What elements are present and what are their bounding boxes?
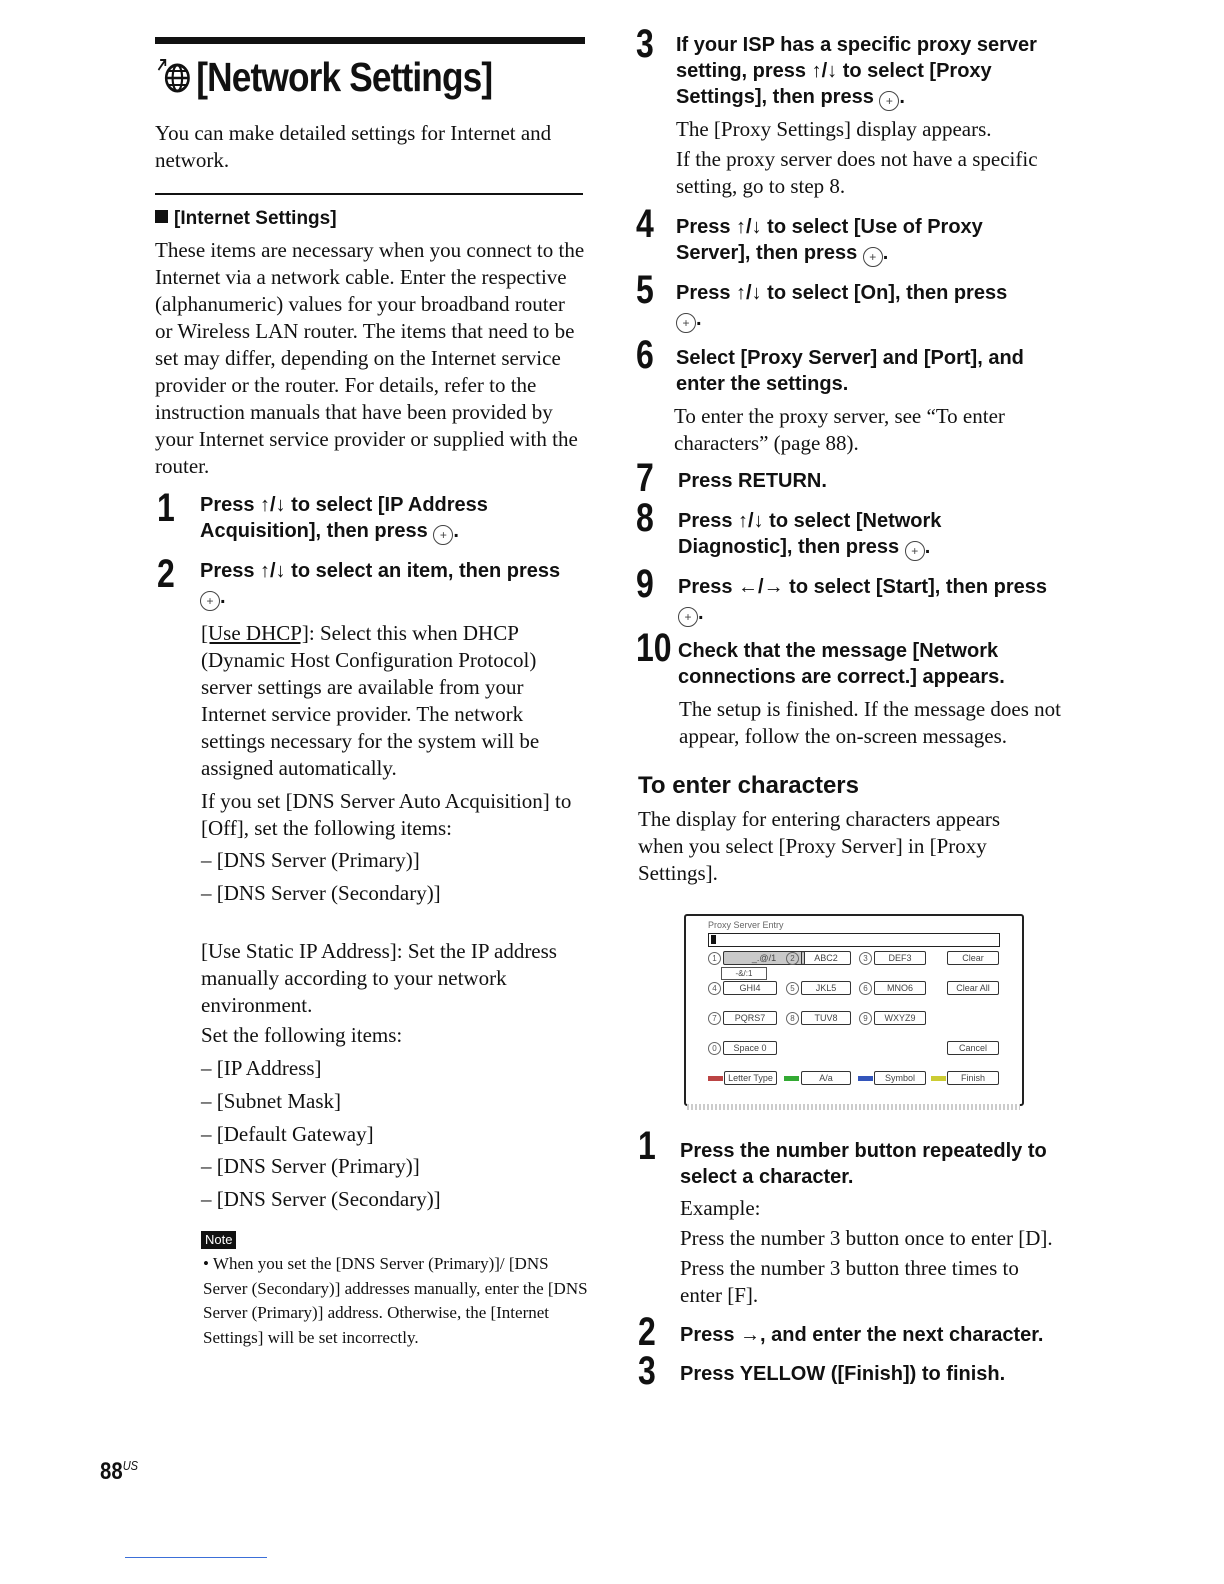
osd-key-number: 9 (859, 1012, 872, 1025)
dhcp-description: [Use DHCP]: Select this when DHCP (Dynamic Host Configuration Protocol) server settings are available from your Internet service provider. The network settings necessary for the system will be assigned automatically. (201, 621, 540, 780)
proxy-server-entry-screen (684, 914, 1024, 1106)
screen-shadow (687, 1104, 1020, 1110)
internet-settings-description: These items are necessary when you connect to the Internet via a network cable. Enter the respective (alphanumeric) values for your broadband router or Wireless LAN router. The items that need to be set may differ, depending on the Internet service provider or the router. For details, refer to the instruction manuals that have been provided by your Internet service provider or supplied with the router. (155, 238, 585, 478)
static-item: – [Default Gateway] (201, 1122, 374, 1146)
osd-sub-row: -&/:1 (721, 967, 767, 980)
osd-key-0: Space 0 (723, 1041, 777, 1055)
osd-key-5: JKL5 (801, 981, 851, 995)
enter-button-icon: + (905, 541, 925, 561)
dns-note: If you set [DNS Server Auto Acquisition] to [Off], set the following items: (201, 789, 572, 840)
osd-clear-all-key: Clear All (947, 981, 999, 995)
osd-key-number: 8 (786, 1012, 799, 1025)
title-rule (155, 37, 585, 44)
enter-characters-heading: To enter characters (638, 772, 859, 799)
dhcp-item: – [DNS Server (Secondary)] (201, 881, 441, 905)
osd-symbol-key: Symbol (874, 1071, 926, 1085)
static-following: Set the following items: (201, 1023, 403, 1047)
osd-key-7: PQRS7 (723, 1011, 777, 1025)
osd-key-number: 4 (708, 982, 721, 995)
osd-key-number: 0 (708, 1042, 721, 1055)
footer-line (125, 1557, 267, 1558)
note-text: • When you set the [DNS Server (Primary)]/ [DNS Server (Secondary)] addresses manually, enter the [DNS Server (Primary)] address. Otherwise, the [Internet Settings] will be set incorrectly. (203, 1254, 588, 1347)
osd-key-4: GHI4 (723, 981, 777, 995)
static-item: – [DNS Server (Primary)] (201, 1154, 420, 1178)
square-bullet-icon (155, 210, 168, 223)
osd-key-8: TUV8 (801, 1011, 851, 1025)
static-item: – [IP Address] (201, 1056, 322, 1080)
enter-button-icon: + (676, 313, 696, 333)
intro-text: You can make detailed settings for Internet and network. (155, 121, 552, 172)
static-item: – [Subnet Mask] (201, 1089, 341, 1113)
example-label: Example: (680, 1196, 761, 1220)
enter-button-icon: + (879, 91, 899, 111)
osd-clear-key: Clear (947, 951, 999, 965)
title-text: [Network Settings] (196, 54, 493, 100)
blue-button-icon (858, 1076, 873, 1081)
osd-key-number: 7 (708, 1012, 721, 1025)
section-divider (155, 193, 583, 195)
osd-key-9: WXYZ9 (874, 1011, 926, 1025)
page-title (155, 52, 533, 102)
example-line-1: Press the number 3 button once to enter [D]. (680, 1226, 1053, 1250)
osd-key-number: 2 (786, 952, 799, 965)
osd-key-number: 6 (859, 982, 872, 995)
example-line-2: Press the number 3 button three times to enter [F]. (680, 1256, 1019, 1307)
osd-key-number: 3 (859, 952, 872, 965)
step10-note: The setup is finished. If the message does not appear, follow the on-screen messages. (679, 697, 1061, 748)
note-badge: Note (201, 1231, 236, 1249)
step3-note-a: The [Proxy Settings] display appears. (676, 117, 992, 141)
step3-note-b: If the proxy server does not have a specific setting, go to step 8. (676, 147, 1038, 198)
enter-button-icon: + (863, 247, 883, 267)
enter-button-icon: + (678, 607, 698, 627)
osd-finish-key: Finish (947, 1071, 999, 1085)
yellow-button-icon (931, 1076, 946, 1081)
enter-button-icon: + (433, 525, 453, 545)
step6-note: To enter the proxy server, see “To enter characters” (page 88). (674, 404, 1005, 455)
page-number: $88^{US}$ (100, 1458, 139, 1485)
network-globe-icon (155, 55, 191, 105)
osd-cancel-key: Cancel (947, 1041, 999, 1055)
osd-text-field (708, 933, 1000, 947)
static-ip-description: [Use Static IP Address]: Set the IP address manually according to your network environment. (201, 939, 557, 1017)
osd-title: Proxy Server Entry (708, 920, 784, 930)
text-cursor (711, 935, 716, 944)
osd-case-key: A/a (801, 1071, 851, 1085)
osd-key-2: ABC2 (801, 951, 851, 965)
red-button-icon (708, 1076, 723, 1081)
internet-settings-heading: [Internet Settings] (155, 208, 337, 230)
enter-characters-text: The display for entering characters appears when you select [Proxy Server] in [Proxy Settings]. (638, 807, 1001, 885)
static-item: – [DNS Server (Secondary)] (201, 1187, 441, 1211)
osd-letter-type-key: Letter Type (724, 1071, 777, 1085)
osd-key-1: _.@/1 (723, 951, 805, 965)
osd-key-6: MNO6 (874, 981, 926, 995)
osd-key-number: 1 (708, 952, 721, 965)
osd-key-number: 5 (786, 982, 799, 995)
dhcp-item: – [DNS Server (Primary)] (201, 848, 420, 872)
osd-key-3: DEF3 (874, 951, 926, 965)
enter-button-icon: + (200, 591, 220, 611)
green-button-icon (784, 1076, 799, 1081)
